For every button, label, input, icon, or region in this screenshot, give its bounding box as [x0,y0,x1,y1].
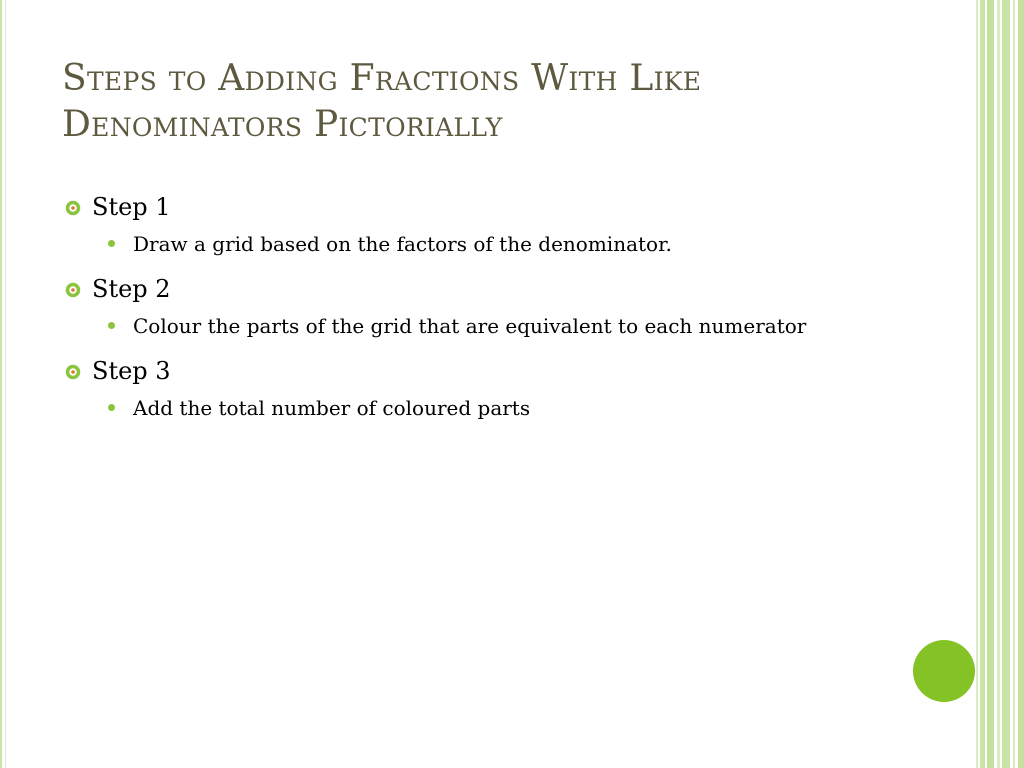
step-2-detail-text: Colour the parts of the grid that are equivalent to each numerator [133,314,807,338]
step-2-item [62,270,922,308]
dot-bullet-icon [108,240,115,247]
green-circle-decoration [913,640,975,702]
step-3-item [62,352,922,390]
slide-content [62,188,922,434]
dot-bullet-icon [108,404,115,411]
step-2-detail [62,308,922,344]
right-decorative-stripes [976,0,1024,768]
slide-title-line-2: Denominators Pictorially [62,104,503,145]
step-3-detail [62,390,922,426]
step-3-detail-text: Add the total number of coloured parts [133,396,531,420]
step-3-heading: Step 3 [92,357,171,385]
step-1-detail-text: Draw a grid based on the factors of the denominator. [133,232,672,256]
slide-title [62,56,942,148]
ring-bullet-icon [65,364,81,380]
dot-bullet-icon [108,322,115,329]
step-1-heading: Step 1 [92,193,171,221]
slide-title-line-1: Steps to Adding Fractions With Like [62,58,702,99]
step-1-item [62,188,922,226]
ring-bullet-icon [65,282,81,298]
step-2-heading: Step 2 [92,275,171,303]
step-1-detail [62,226,922,262]
ring-bullet-icon [65,200,81,216]
left-frame-line [0,0,6,768]
